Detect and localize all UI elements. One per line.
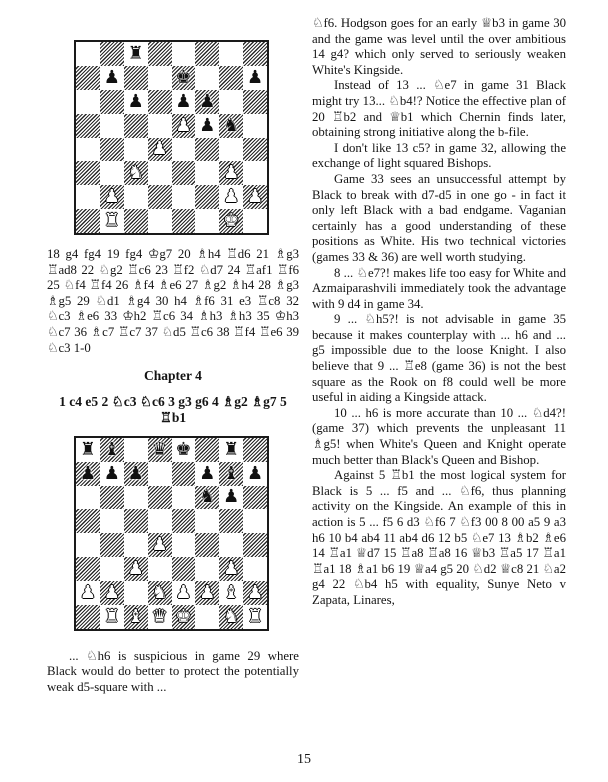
board-square	[195, 533, 219, 557]
board-square	[172, 581, 196, 605]
board-square	[124, 42, 148, 66]
chess-diagram-2	[74, 436, 269, 631]
board-square	[219, 66, 243, 90]
board-square	[243, 438, 267, 462]
board-square	[243, 486, 267, 510]
board-square	[195, 66, 219, 90]
board-square	[243, 509, 267, 533]
board-square	[124, 557, 148, 581]
white-pawn-icon: ♟	[246, 186, 264, 208]
board-square	[172, 557, 196, 581]
board-square	[172, 90, 196, 114]
board-square	[172, 438, 196, 462]
black-pawn-icon: ♟	[127, 462, 144, 484]
board-square	[243, 462, 267, 486]
white-pawn-icon: ♟	[151, 138, 168, 160]
board-square	[243, 90, 267, 114]
board-square	[172, 114, 196, 138]
paragraph: Game 33 sees an unsuccessful attempt by Black to break with d7-d5 in one go - in fact it only left Black with a bad endgame. Vaganian certainly has a good understanding of these positions as White. His two technical victories (games 33 & 36) are well worth studying.	[312, 171, 566, 264]
board-square	[148, 90, 172, 114]
board-square	[148, 161, 172, 185]
black-bishop-icon: ♝	[103, 438, 120, 460]
page-number: 15	[297, 752, 311, 767]
board-square	[219, 605, 243, 629]
board-square	[124, 66, 148, 90]
white-pawn-icon: ♟	[79, 581, 96, 603]
board-square	[76, 138, 100, 162]
board-square	[219, 438, 243, 462]
black-rook-icon: ♜	[127, 42, 144, 64]
white-pawn-icon: ♟	[223, 162, 240, 184]
board-square	[219, 533, 243, 557]
paragraph: I don't like 13 c5? in game 32, allowing the exchange of light squared Bishops.	[312, 140, 566, 171]
black-pawn-icon: ♟	[79, 462, 96, 484]
white-pawn-icon: ♟	[127, 558, 144, 580]
board-square	[100, 533, 124, 557]
board-square	[243, 209, 267, 233]
board-square	[148, 438, 172, 462]
board-square	[219, 581, 243, 605]
board-square	[100, 209, 124, 233]
board-square	[195, 557, 219, 581]
board-square	[195, 138, 219, 162]
board-square	[124, 209, 148, 233]
board-square	[195, 42, 219, 66]
paragraph: 10 ... h6 is more accurate than 10 ... ♘d4?! (game 37) which prevents the unpleasant 11 ♗g5! when White's Queen and Knight operate much better than Black's Queen and Bishop.	[312, 405, 566, 467]
white-pawn-icon: ♟	[223, 186, 240, 208]
board-square	[195, 90, 219, 114]
paragraph: ... ♘h6 is suspicious in game 29 where Black would do better to protect the potentially weak d5-square with ...	[47, 648, 299, 694]
board-square	[172, 605, 196, 629]
board-square	[195, 438, 219, 462]
board-square	[100, 486, 124, 510]
board-square	[76, 438, 100, 462]
board-square	[76, 486, 100, 510]
white-knight-icon: ♞	[127, 162, 144, 184]
board-square	[219, 557, 243, 581]
board-square	[243, 185, 267, 209]
black-rook-icon: ♜	[223, 438, 240, 460]
white-pawn-icon: ♟	[223, 558, 240, 580]
board-square	[243, 161, 267, 185]
board-square	[124, 90, 148, 114]
board-square	[148, 209, 172, 233]
board-square	[148, 557, 172, 581]
board-square	[124, 185, 148, 209]
black-pawn-icon: ♟	[199, 114, 216, 136]
board-square	[76, 605, 100, 629]
board-square	[172, 509, 196, 533]
right-column	[312, 16, 566, 609]
board-square	[100, 581, 124, 605]
left-column	[47, 0, 299, 696]
board-square	[148, 185, 172, 209]
board-square	[219, 138, 243, 162]
board-square	[76, 557, 100, 581]
board-square	[219, 90, 243, 114]
white-pawn-icon: ♟	[199, 581, 216, 603]
black-pawn-icon: ♟	[246, 66, 264, 88]
board-square	[100, 462, 124, 486]
board-square	[172, 66, 196, 90]
board-square	[195, 509, 219, 533]
board-square	[124, 438, 148, 462]
board-square	[100, 42, 124, 66]
black-knight-icon: ♞	[199, 486, 216, 508]
board-square	[100, 509, 124, 533]
black-pawn-icon: ♟	[103, 66, 120, 88]
white-pawn-icon: ♟	[103, 186, 120, 208]
black-king-icon: ♚	[175, 438, 192, 460]
board-square	[243, 605, 267, 629]
board-square	[76, 90, 100, 114]
board-square	[124, 138, 148, 162]
board-square	[76, 185, 100, 209]
white-pawn-icon: ♟	[151, 534, 168, 556]
board-square	[243, 557, 267, 581]
white-pawn-icon: ♟	[246, 581, 264, 603]
paragraph: Against 5 ♖b1 the most logical system for Black is 5 ... f5 and ... ♘f6, thus planning activity on the Kingside. An example of this in action is 5 ... f5 6 d3 ♘f6 7 ♘f3 00 8 00 a5 9 a3 h6 10 b4 ab4 11 ab4 d6 12 b5 ♘e7 13 ♗b2 ♗e6 14 ♖a1 ♕d7 15 ♖a8 ♖a8 16 ♕b3 ♖a5 17 ♖a1 ♖a1 18 ♗a1 b6 19 ♕a4 g5 20 ♘d2 ♕c8 21 ♘a2 g4 22 ♘b4 h5 with equality, Sunye Neto v Zapata, Linares,	[312, 468, 566, 607]
board-square	[100, 66, 124, 90]
white-rook-icon: ♜	[246, 605, 264, 627]
board-square	[100, 438, 124, 462]
white-rook-icon: ♜	[103, 210, 120, 232]
board-square	[100, 185, 124, 209]
board-square	[124, 533, 148, 557]
board-square	[243, 66, 267, 90]
black-knight-icon: ♞	[223, 114, 240, 136]
board-square	[195, 185, 219, 209]
board-square	[243, 138, 267, 162]
board-square	[124, 486, 148, 510]
board-square	[124, 605, 148, 629]
paragraph: 9 ... ♘h5?! is not advisable in game 35 because it makes counterplay with ... h6 and ... g5 impossible due to the loose Knight. I also believe that 9 ... ♖e8 (game 36) is not the best square as the Rook on f8 could well be more useful in aiding a Kingside attack.	[312, 312, 566, 405]
board-square	[76, 462, 100, 486]
board-square	[76, 114, 100, 138]
board-square	[76, 209, 100, 233]
black-pawn-icon: ♟	[175, 90, 192, 112]
black-pawn-icon: ♟	[199, 90, 216, 112]
black-rook-icon: ♜	[79, 438, 96, 460]
board-square	[100, 161, 124, 185]
board-square	[148, 581, 172, 605]
board-square	[243, 42, 267, 66]
board-square	[172, 486, 196, 510]
chess-diagram-1	[74, 40, 269, 235]
board-square	[124, 462, 148, 486]
board-square	[76, 533, 100, 557]
paragraph: 8 ... ♘e7?! makes life too easy for White and Azmaiparashvili immediately took the advantage with 9 d4 in game 34.	[312, 265, 566, 311]
board-square	[148, 114, 172, 138]
board-square	[76, 161, 100, 185]
opening-line: 1 c4 e5 2 ♘c3 ♘c6 3 g3 g6 4 ♗g2 ♗g7 5 ♖b1	[59, 393, 287, 425]
black-pawn-icon: ♟	[103, 462, 120, 484]
white-pawn-icon: ♟	[175, 581, 192, 603]
black-pawn-icon: ♟	[127, 90, 144, 112]
board-square	[148, 66, 172, 90]
board-square	[148, 605, 172, 629]
black-king-icon: ♚	[175, 66, 192, 88]
board-square	[172, 209, 196, 233]
board-square	[172, 185, 196, 209]
board-square	[219, 209, 243, 233]
board-square	[195, 605, 219, 629]
board-square	[243, 581, 267, 605]
board-square	[172, 533, 196, 557]
board-square	[172, 462, 196, 486]
board-square	[195, 486, 219, 510]
board-square	[172, 42, 196, 66]
white-bishop-icon: ♝	[127, 605, 144, 627]
board-square	[243, 533, 267, 557]
white-pawn-icon: ♟	[103, 581, 120, 603]
board-square	[195, 114, 219, 138]
board-square	[148, 138, 172, 162]
board-square	[219, 185, 243, 209]
white-rook-icon: ♜	[103, 605, 120, 627]
board-square	[100, 90, 124, 114]
board-square	[148, 533, 172, 557]
black-pawn-icon: ♟	[199, 462, 216, 484]
board-square	[195, 581, 219, 605]
chapter-heading: Chapter 4	[144, 368, 202, 384]
board-square	[124, 581, 148, 605]
board-square	[76, 66, 100, 90]
white-knight-icon: ♞	[151, 581, 168, 603]
board-square	[124, 509, 148, 533]
board-square	[219, 486, 243, 510]
board-square	[172, 138, 196, 162]
board-square	[148, 509, 172, 533]
white-king-icon: ♚	[223, 210, 240, 232]
board-square	[100, 114, 124, 138]
black-pawn-icon: ♟	[246, 462, 264, 484]
paragraph: Instead of 13 ... ♘e7 in game 31 Black might try 13... ♘b4!? Notice the effective plan of 20 ♖b2 and ♕b1 which Chernin finds later, obtaining strong initiative along the b-file.	[312, 78, 566, 140]
board-square	[148, 42, 172, 66]
board-square	[219, 462, 243, 486]
board-square	[100, 557, 124, 581]
white-king-icon: ♚	[175, 605, 192, 627]
board-square	[100, 605, 124, 629]
board-square	[100, 138, 124, 162]
board-square	[148, 486, 172, 510]
board-square	[148, 462, 172, 486]
board-square	[76, 509, 100, 533]
board-square	[195, 161, 219, 185]
board-square	[219, 114, 243, 138]
white-bishop-icon: ♝	[223, 581, 240, 603]
board-square	[219, 42, 243, 66]
board-square	[124, 114, 148, 138]
board-square	[76, 581, 100, 605]
board-square	[219, 161, 243, 185]
board-square	[124, 161, 148, 185]
black-pawn-icon: ♟	[223, 486, 240, 508]
board-square	[76, 42, 100, 66]
white-knight-icon: ♞	[223, 605, 240, 627]
board-square	[195, 209, 219, 233]
board-square	[243, 114, 267, 138]
game-moves: 18 g4 fg4 19 fg4 ♔g7 20 ♗h4 ♖d6 21 ♗g3 ♖ad8 22 ♘g2 ♖c6 23 ♖f2 ♘d7 24 ♖af1 ♖f6 25 ♘f4 ♖f4 26 ♗f4 ♗e6 27 ♗g2 ♗h4 28 ♗g3 ♗g5 29 ♘d1 ♗g4 30 h4 ♗f6 31 e3 ♖c8 32 ♘c3 ♗e6 33 ♔h2 ♖c6 34 ♗h3 ♗h3 35 ♔h3 ♘c7 36 ♗c7 ♖c7 37 ♘d5 ♖c6 38 ♖f4 ♖e6 39 ♘c3 1-0	[47, 247, 299, 355]
white-pawn-icon: ♟	[175, 114, 192, 136]
paragraph: ♘f6. Hodgson goes for an early ♕b3 in game 30 and the game was level until the over ambitious 14 g4? which only served to seriously weaken White's Kingside.	[312, 16, 566, 77]
black-queen-icon: ♛	[151, 438, 168, 460]
black-bishop-icon: ♝	[223, 462, 240, 484]
white-queen-icon: ♛	[151, 605, 168, 627]
board-square	[195, 462, 219, 486]
board-square	[219, 509, 243, 533]
board-square	[172, 161, 196, 185]
